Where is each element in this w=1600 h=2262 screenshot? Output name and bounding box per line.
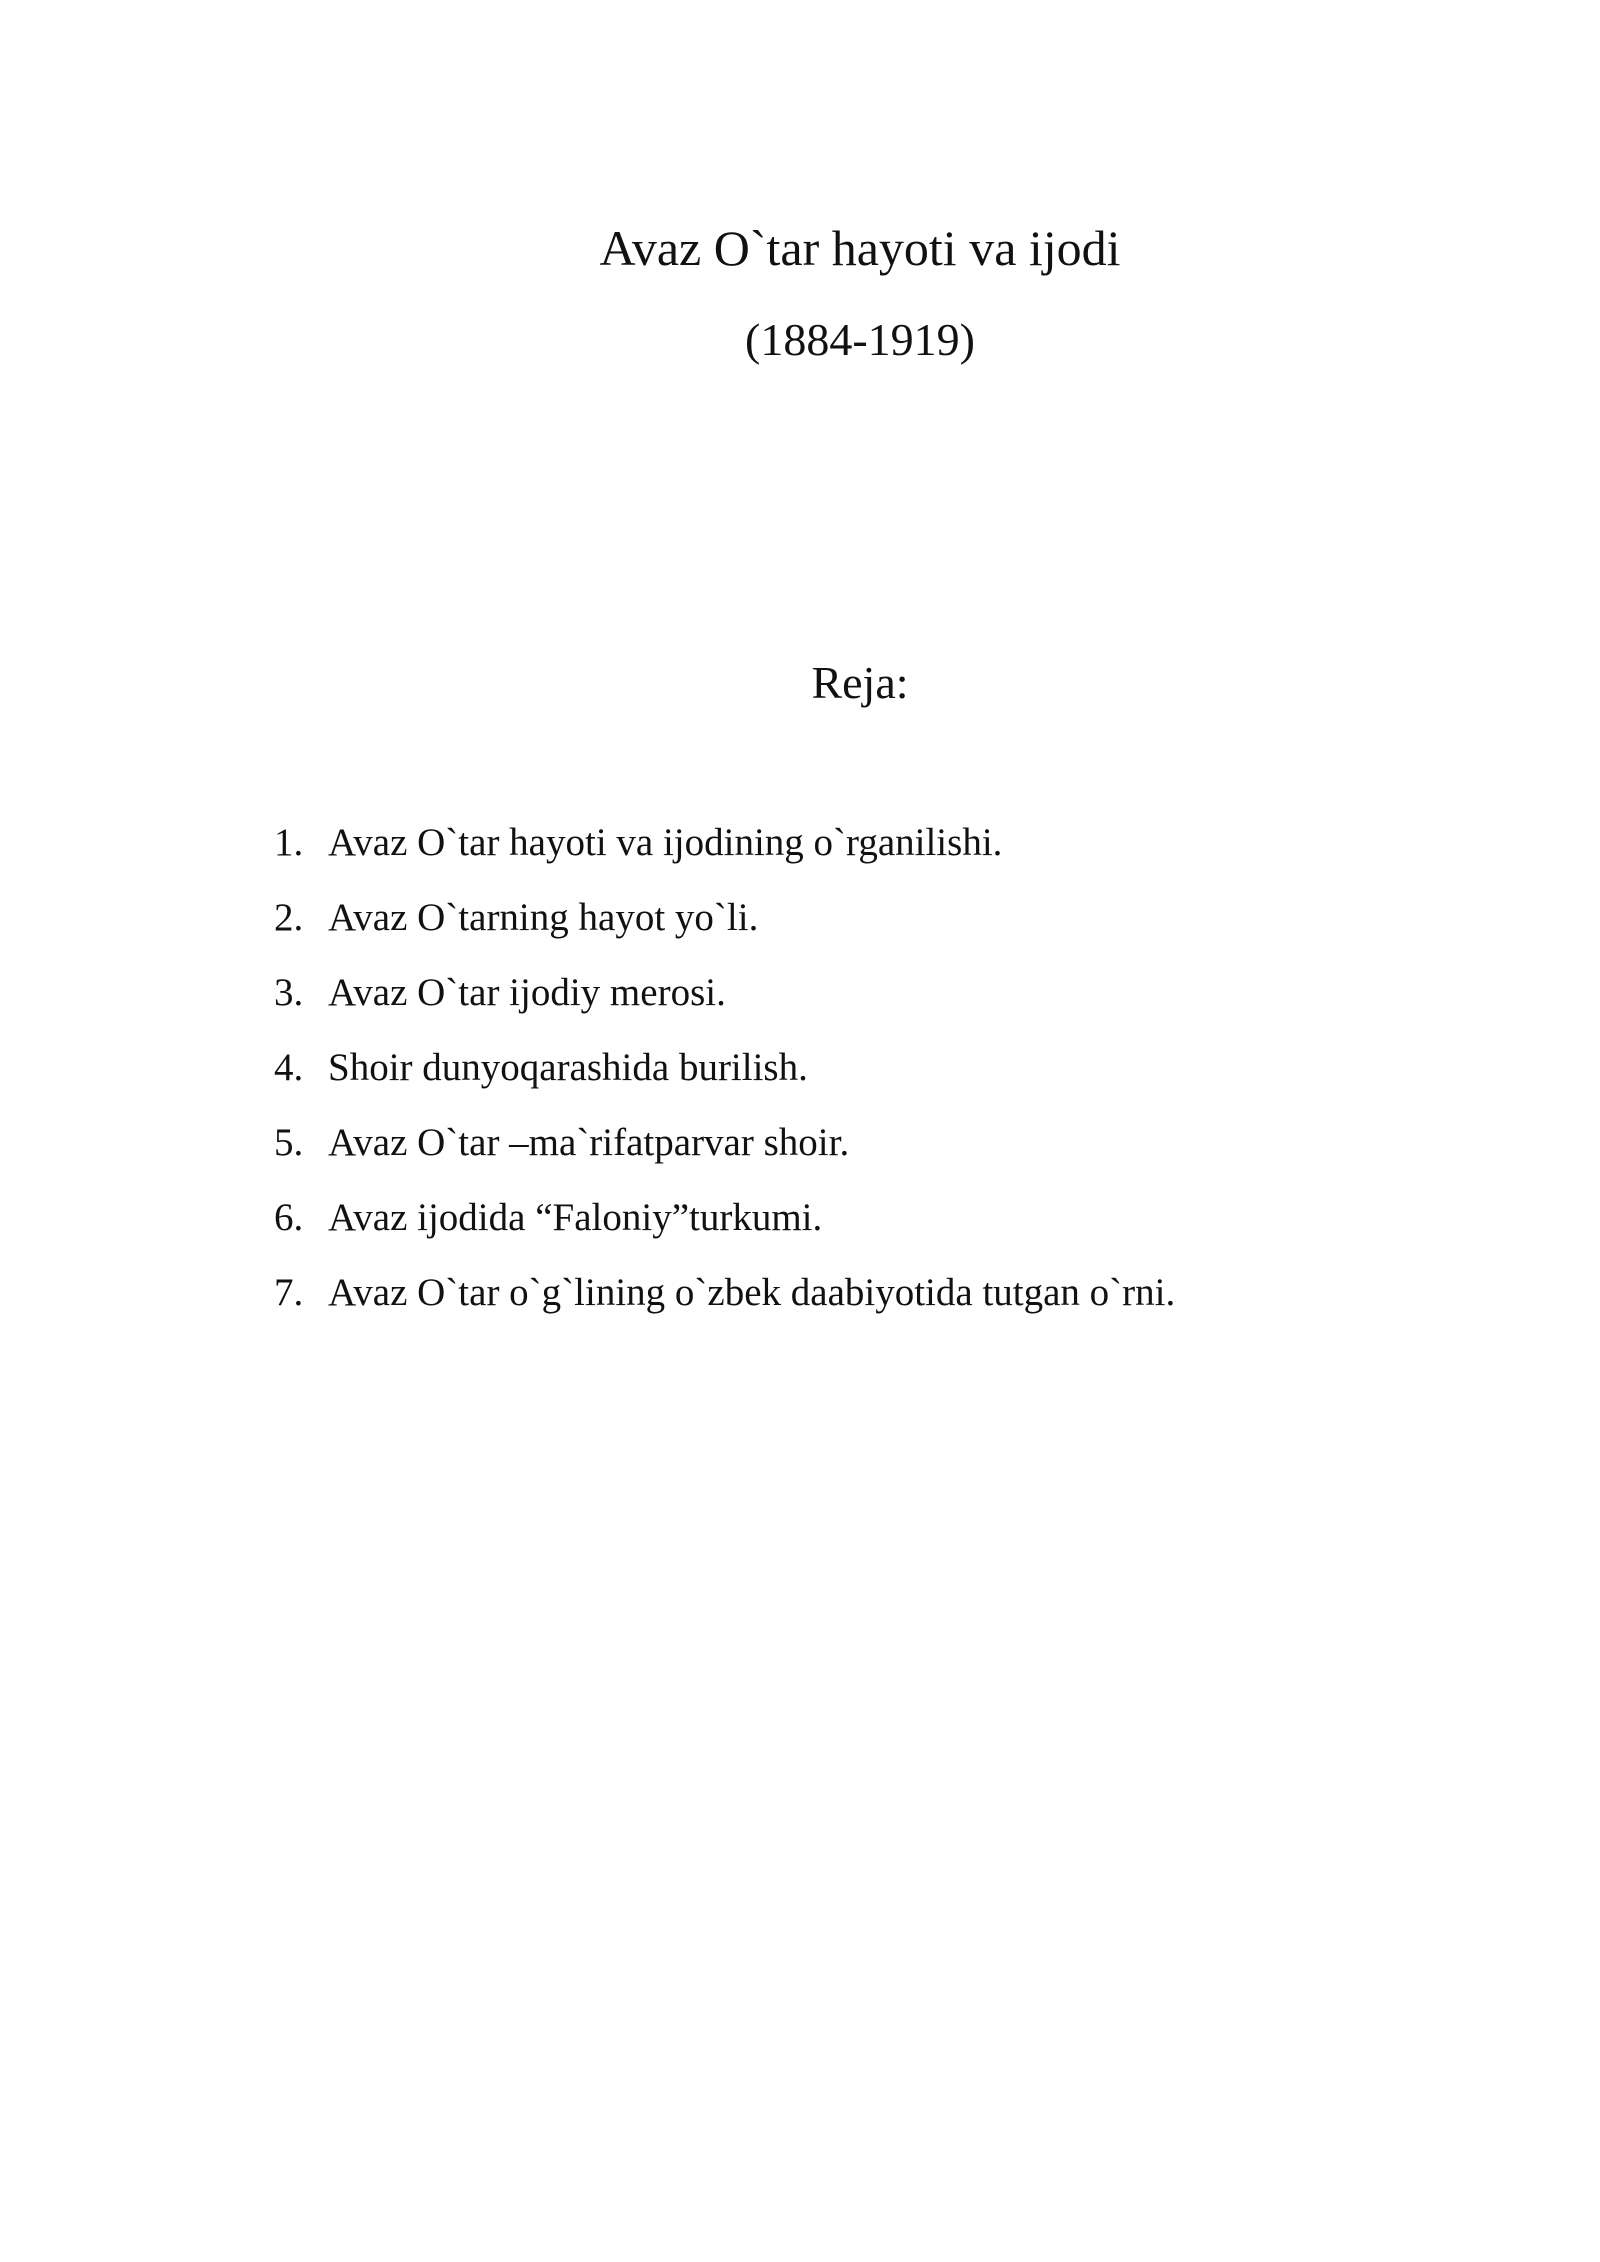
plan-item-6 [274,1195,1175,1270]
plan-item-text: Avaz ijodida “Faloniy”turkumi. [328,1196,823,1239]
plan-item-text: Avaz O`tarning hayot yo`li. [328,896,759,939]
document-title: Avaz O`tar hayoti va ijodi [599,220,1121,276]
plan-item-number: 7. [274,1271,304,1314]
plan-item-3 [274,970,1175,1045]
plan-item-number: 2. [274,896,304,939]
plan-item-number: 5. [274,1121,304,1164]
plan-item-text: Avaz O`tar o`g`lining o`zbek daabiyotida tutgan o`rni. [328,1271,1176,1314]
plan-item-5 [274,1120,1175,1195]
plan-item-7 [274,1270,1175,1345]
plan-item-number: 1. [274,821,304,864]
plan-item-text: Shoir dunyoqarashida burilish. [328,1046,808,1089]
plan-heading: Reja: [811,657,909,708]
plan-item-number: 4. [274,1046,304,1089]
plan-item-text: Avaz O`tar –ma`rifatparvar shoir. [328,1121,850,1164]
plan-list [274,820,1175,1345]
plan-item-2 [274,895,1175,970]
document-subtitle-years: (1884-1919) [745,314,975,365]
plan-item-text: Avaz O`tar ijodiy merosi. [328,971,726,1014]
plan-item-number: 6. [274,1196,304,1239]
plan-item-1 [274,820,1175,895]
plan-item-number: 3. [274,971,304,1014]
plan-item-text: Avaz O`tar hayoti va ijodining o`rganilishi. [328,821,1003,864]
plan-item-4 [274,1045,1175,1120]
